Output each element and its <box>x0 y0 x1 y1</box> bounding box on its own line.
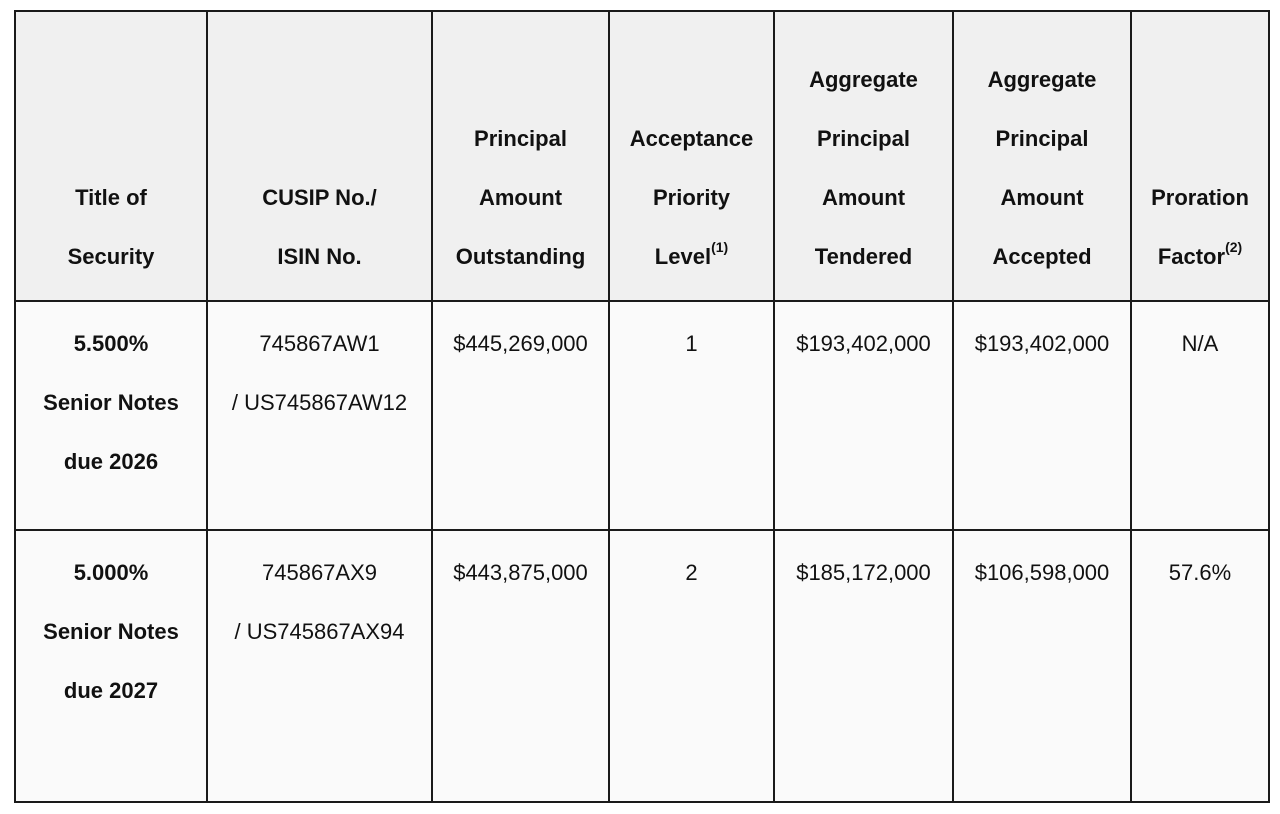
header-line: CUSIP No./ <box>262 185 377 210</box>
header-line: Acceptance <box>629 126 754 151</box>
header-amount-tendered <box>774 11 953 301</box>
header-line: Accepted <box>992 244 1092 269</box>
header-line: Outstanding <box>455 244 586 269</box>
header-line: Tendered <box>814 244 913 269</box>
security-title-line: 5.000% <box>73 560 149 585</box>
cusip-isin-cell <box>207 301 432 530</box>
security-title-line: due 2026 <box>63 449 159 474</box>
header-line-with-footnote <box>1136 227 1264 286</box>
footnote-marker: (2) <box>1225 238 1243 255</box>
header-line: Principal <box>474 126 567 151</box>
security-title-line: Senior Notes <box>43 390 179 415</box>
security-title-line: Senior Notes <box>43 619 179 644</box>
cusip-isin-cell <box>207 530 432 802</box>
header-line: Principal <box>995 126 1089 151</box>
header-title-of-security <box>15 11 207 301</box>
header-principal-outstanding <box>432 11 609 301</box>
header-acceptance-priority-level <box>609 11 774 301</box>
header-line: Aggregate <box>809 67 918 92</box>
table-row <box>15 530 1269 802</box>
footnote-marker: (1) <box>711 238 729 255</box>
header-line: Level <box>654 244 712 269</box>
header-line: Priority <box>652 185 731 210</box>
priority-level-cell: 2 <box>609 530 774 802</box>
principal-outstanding-cell: $445,269,000 <box>432 301 609 530</box>
priority-level-cell: 1 <box>609 301 774 530</box>
header-line: Amount <box>821 185 906 210</box>
principal-outstanding-cell: $443,875,000 <box>432 530 609 802</box>
header-line: Aggregate <box>987 67 1097 92</box>
amount-accepted-cell: $106,598,000 <box>953 530 1131 802</box>
proration-factor-cell: 57.6% <box>1131 530 1269 802</box>
header-line: Security <box>67 244 155 269</box>
isin-number: / US745867AW12 <box>231 390 408 415</box>
header-line: Principal <box>817 126 910 151</box>
header-row <box>15 11 1269 301</box>
security-title-cell <box>15 301 207 530</box>
isin-number: / US745867AX94 <box>234 619 405 644</box>
header-line: ISIN No. <box>277 244 362 269</box>
amount-tendered-cell: $193,402,000 <box>774 301 953 530</box>
header-line: Title of <box>75 185 147 210</box>
header-proration-factor <box>1131 11 1269 301</box>
cusip-number: 745867AW1 <box>259 331 380 356</box>
tender-results-table <box>14 10 1270 803</box>
security-title-cell <box>15 530 207 802</box>
table-row <box>15 301 1269 530</box>
amount-tendered-cell: $185,172,000 <box>774 530 953 802</box>
security-title-line: due 2027 <box>63 678 159 703</box>
header-amount-accepted <box>953 11 1131 301</box>
cusip-number: 745867AX9 <box>262 560 377 585</box>
header-line-with-footnote <box>614 227 769 286</box>
header-line: Amount <box>1000 185 1084 210</box>
header-cusip-isin <box>207 11 432 301</box>
header-line: Factor <box>1157 244 1226 269</box>
security-title-line: 5.500% <box>73 331 149 356</box>
header-line: Amount <box>478 185 563 210</box>
header-line: Proration <box>1151 185 1249 210</box>
amount-accepted-cell: $193,402,000 <box>953 301 1131 530</box>
proration-factor-cell: N/A <box>1131 301 1269 530</box>
